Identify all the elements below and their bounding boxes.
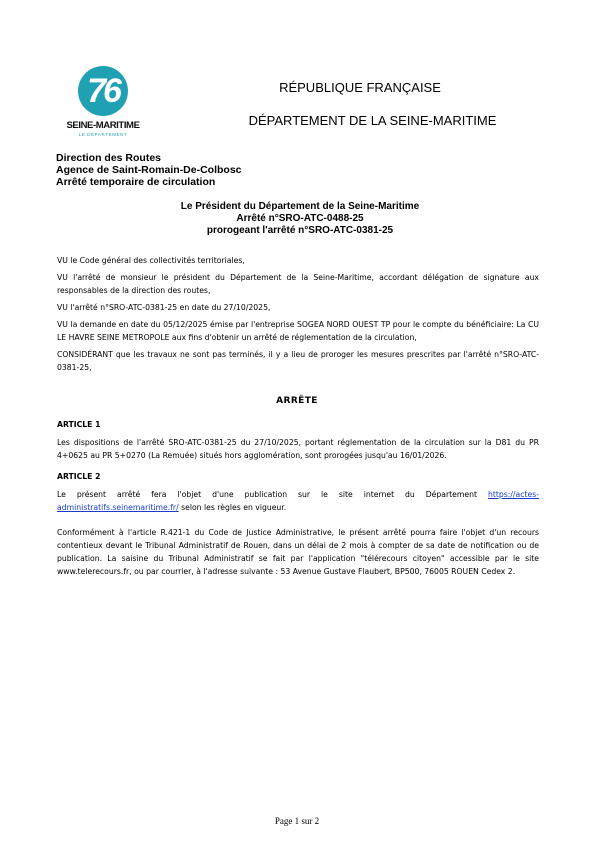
service-direction: Direction des Routes (56, 152, 162, 164)
article-1-text: Les dispositions de l'arrêté SRO-ATC-0381-25 du 27/10/2025, portant réglementation de la circulation sur la D81 du PR 4+0625 au PR 5+0270 (La Remuée) situés hors agglomération, sont prorogées jusqu'au 16/01/2026. (57, 438, 539, 460)
considerant: CONSIDÉRANT que les travaux ne sont pas terminés, il y a lieu de proroger les mesures prescrites par l'arrêté n°SRO-ATC-0381-25, (57, 350, 539, 372)
decree-issuer: Le Président du Département de la Seine-Maritime (180, 201, 420, 212)
logo-number: 76 (87, 72, 119, 110)
department-title: DÉPARTEMENT DE LA SEINE-MARITIME (248, 113, 497, 128)
publication-link[interactable]: https://actes-administratifs.seinemaritime.fr/ (57, 490, 539, 512)
service-agency: Agence de Saint-Romain-De-Colbosc (56, 164, 242, 176)
recours-text: Conformément à l'article R.421-1 du Code de Justice Administrative, le présent arrêté pourra faire l'objet d'un recours contentieux devant le Tribunal Administratif de Rouen, dans un délai de 2 mois à compter de sa date de notification ou de publication. La saisine du Tribunal Administratif se fait par l'application "télérecours citoyen" accessible par le site www.telerecours.fr, ou par courrier, à l'adresse suivante : 53 Avenue Gustave Flaubert, BP500, 76005 ROUEN Cedex 2. (57, 528, 539, 576)
arrete-heading: ARRÊTE (276, 396, 318, 406)
republic-title: RÉPUBLIQUE FRANÇAISE (279, 80, 441, 95)
vu-previous-decree: VU l'arrêté n°SRO-ATC-0381-25 en date du 27/10/2025, (57, 303, 271, 312)
article-2-text-before: Le présent arrêté fera l'objet d'une publication sur le site internet du Département (57, 490, 488, 499)
article-2-text (57, 488, 539, 514)
page-number: Page 1 sur 2 (274, 816, 320, 826)
department-logo (66, 66, 144, 140)
logo-subtitle: LE DÉPARTEMENT (78, 132, 128, 137)
decree-number: Arrêté n°SRO-ATC-0488-25 (236, 213, 364, 224)
decree-extends: prorogeant l'arrêté n°SRO-ATC-0381-25 (206, 225, 394, 236)
article-2-title: ARTICLE 2 (57, 472, 101, 481)
vu-delegation: VU l'arrêté de monsieur le président du Département de la Seine-Maritime, accordant délégation de signature aux responsables de la direction des routes, (57, 273, 539, 295)
vu-code: VU le Code général des collectivités territoriales, (57, 256, 245, 265)
service-doc-type: Arrêté temporaire de circulation (56, 176, 216, 188)
article-1-title: ARTICLE 1 (57, 420, 101, 429)
logo-name: SEINE-MARITIME (66, 120, 140, 131)
vu-request: VU la demande en date du 05/12/2025 émise par l'entreprise SOGEA NORD OUEST TP pour le compte du bénéficiaire: La CU LE HAVRE SEINE METROPOLE aux fins d'obtenir un arrêté de réglementation de la circulation, (57, 320, 539, 342)
article-2-text-after: selon les règles en vigueur. (178, 503, 287, 512)
